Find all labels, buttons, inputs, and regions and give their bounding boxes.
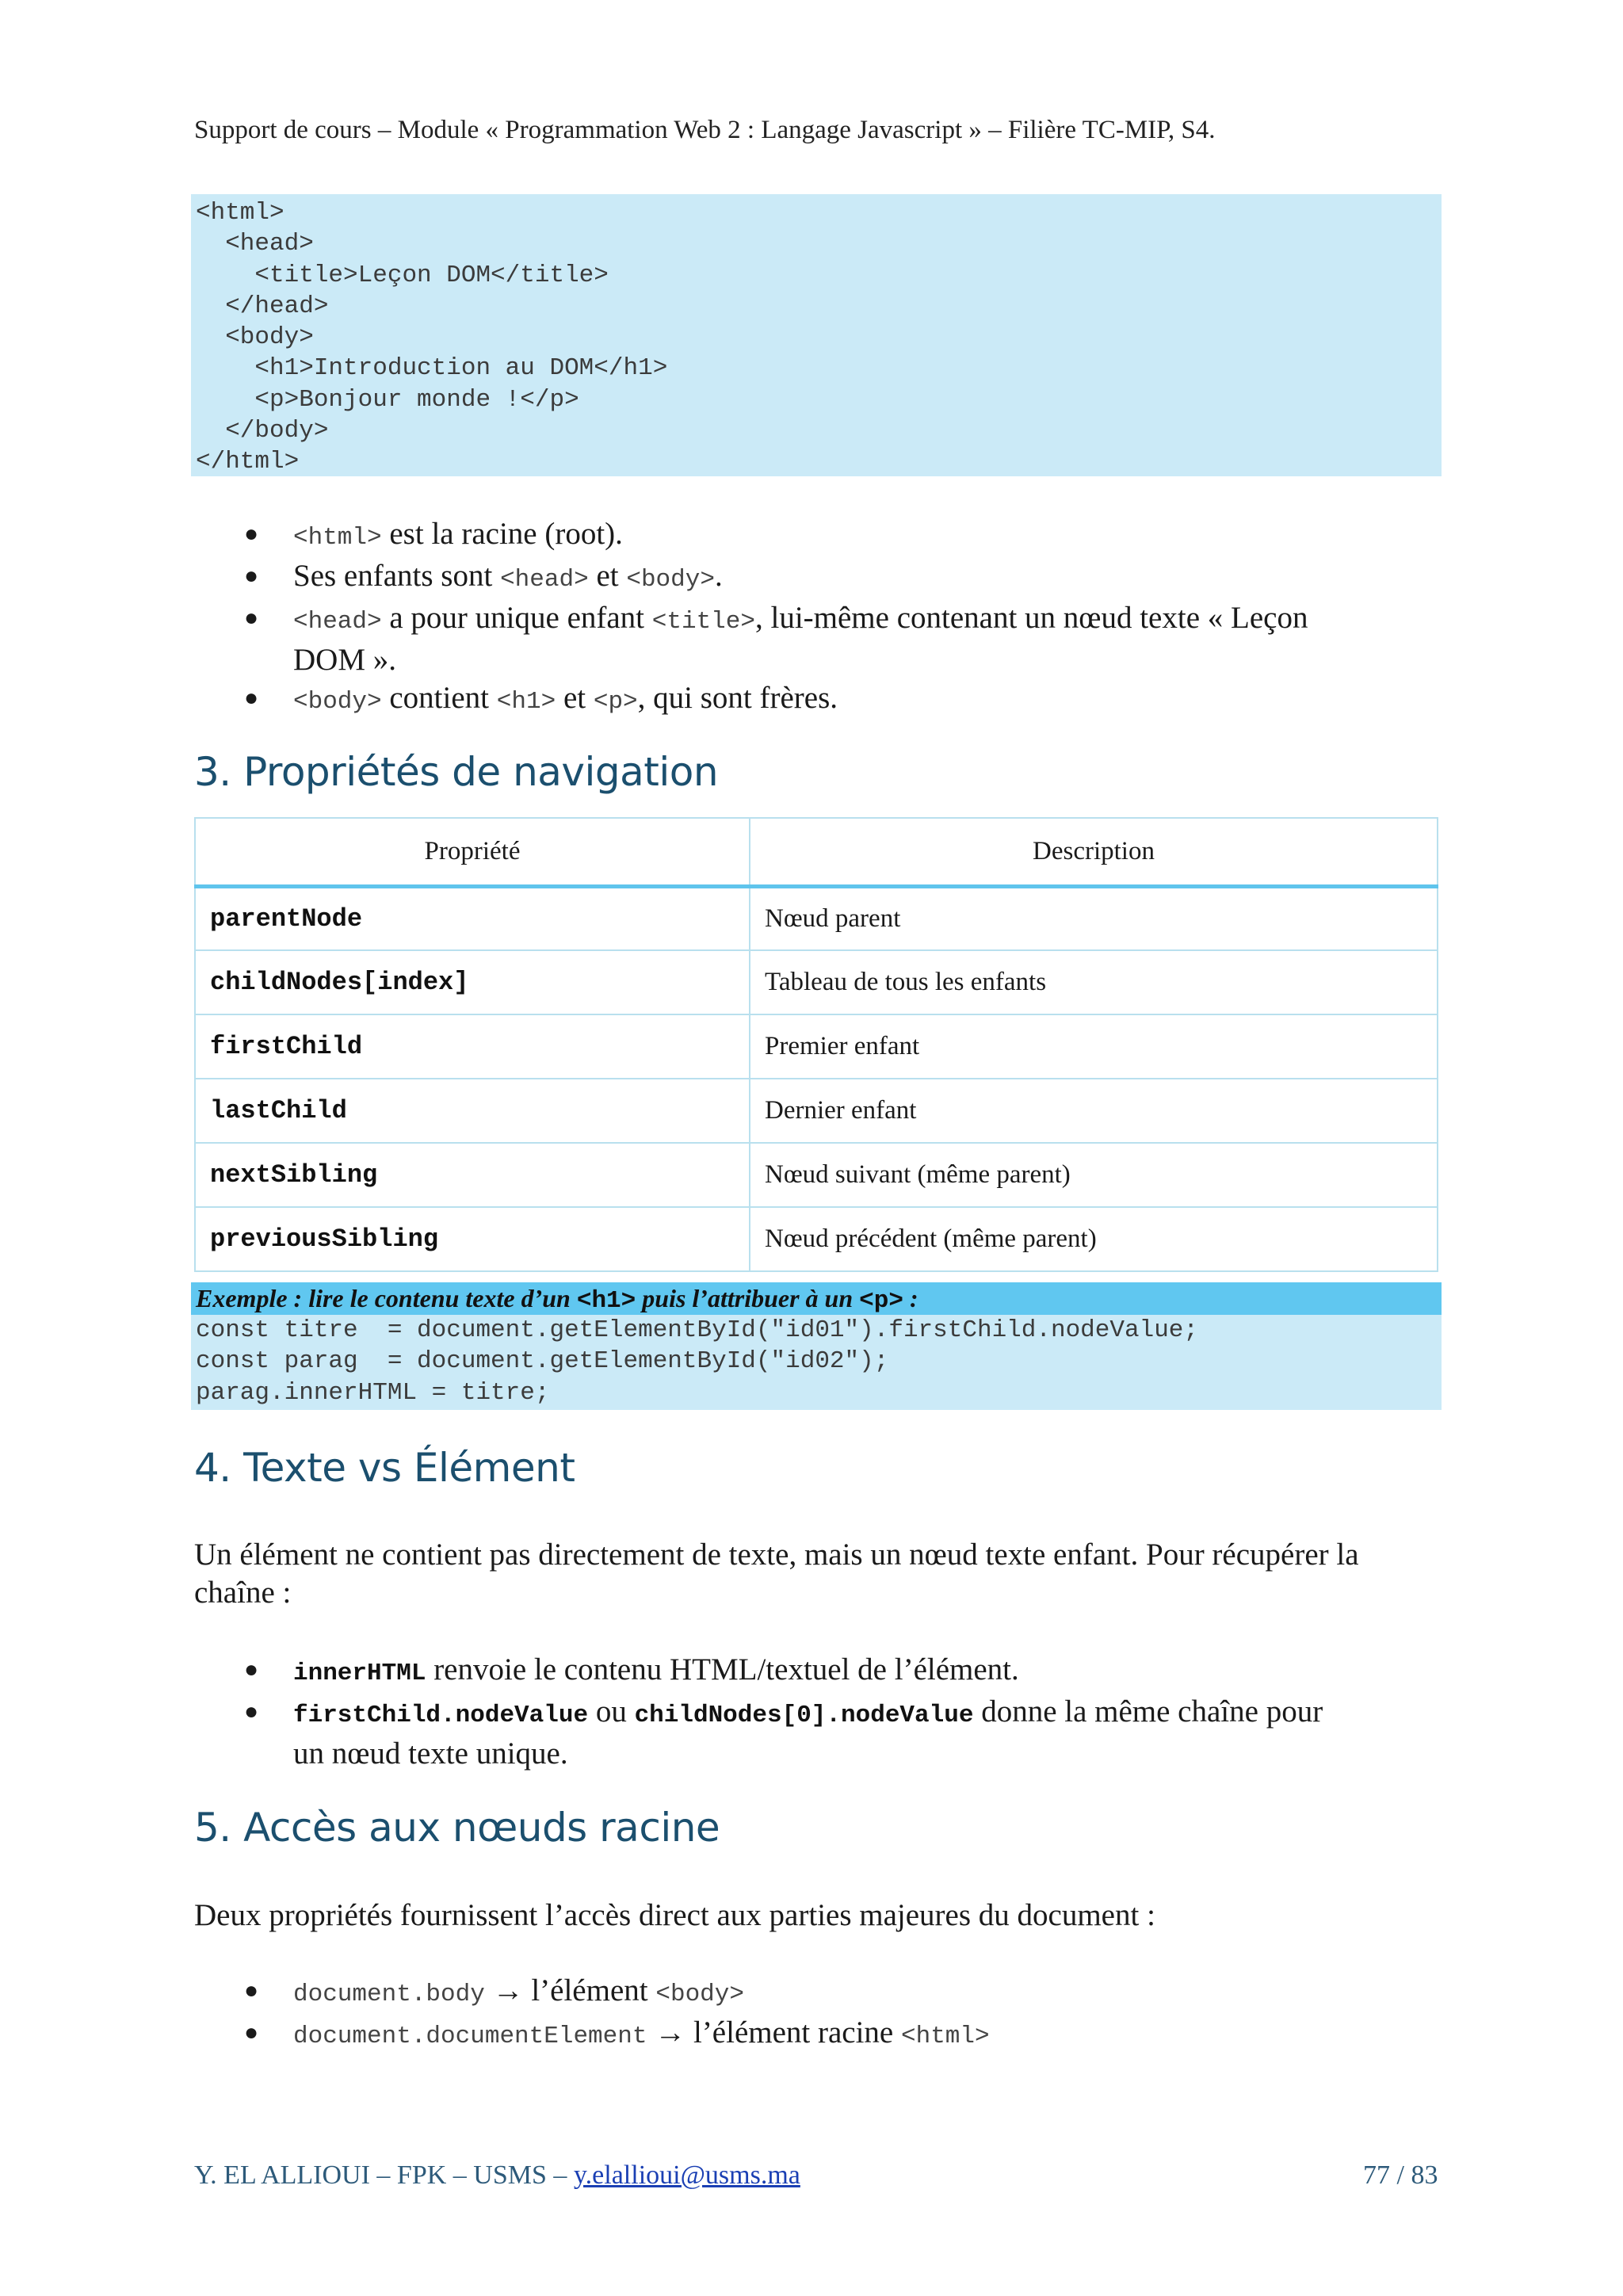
list-item — [238, 557, 1442, 599]
inline-code: <html> — [293, 524, 382, 552]
inline-code: <body> — [655, 1981, 744, 2008]
email-link[interactable]: y.elallioui@usms.ma — [573, 2160, 800, 2190]
list-item-text: donne la même chaîne pour — [973, 1694, 1323, 1729]
code-line: <title>Leçon DOM</title> — [196, 261, 609, 289]
inline-code: <head> — [293, 608, 382, 636]
inline-code: firstChild.nodeValue — [293, 1702, 589, 1729]
property-name: lastChild — [195, 1079, 750, 1143]
list-item-text: un nœud texte unique. — [293, 1736, 568, 1771]
inline-code: childNodes[0].nodeValue — [634, 1702, 974, 1729]
properties-table — [194, 817, 1438, 1272]
footer-author-text: Y. EL ALLIOUI – FPK – USMS – — [194, 2160, 574, 2190]
table-row — [195, 1014, 1438, 1079]
code-line: <head> — [196, 230, 314, 258]
inline-code: document.documentElement — [293, 2023, 647, 2050]
bullet-icon: ● — [244, 685, 259, 711]
inline-code: <body> — [293, 688, 382, 716]
footer-author — [194, 2160, 800, 2191]
code-line: </head> — [196, 292, 329, 320]
list-item-text: contient — [381, 681, 497, 715]
table-row — [195, 886, 1438, 950]
property-description: Nœud parent — [750, 886, 1438, 950]
property-description: Nœud précédent (même parent) — [750, 1207, 1438, 1271]
inline-code: innerHTML — [293, 1660, 426, 1687]
list-item — [238, 2014, 1442, 2056]
inline-code: <p> — [859, 1287, 903, 1315]
section5-paragraph: Deux propriétés fournissent l’accès direct aux parties majeures du document : — [194, 1898, 1155, 1932]
section-title: 3. Propriétés de navigation — [194, 749, 719, 795]
bullet-icon: ● — [244, 605, 259, 631]
section5-bullet-list — [238, 1972, 1442, 2056]
table-row — [195, 1079, 1438, 1143]
inline-code: <head> — [500, 566, 589, 594]
list-item — [238, 1693, 1442, 1773]
list-item-text: a pour unique enfant — [381, 601, 652, 635]
table-header-row — [195, 818, 1438, 886]
table-row — [195, 1207, 1438, 1271]
code-line: </html> — [196, 448, 300, 476]
tree-bullet-list — [238, 515, 1442, 721]
section4-bullet-list — [238, 1651, 1442, 1773]
list-item-text: est la racine (root). — [381, 517, 623, 551]
html-code-block — [191, 194, 1442, 476]
column-header: Propriété — [195, 818, 750, 886]
bullet-icon: ● — [244, 1656, 259, 1683]
list-item — [238, 599, 1442, 679]
bullet-icon: ● — [244, 563, 259, 589]
list-item-text: , qui sont frères. — [637, 681, 838, 715]
example-heading-text: puis l’attribuer à un — [636, 1284, 860, 1312]
code-line: <body> — [196, 323, 314, 352]
list-item-text: renvoie le contenu HTML/textuel de l’élément. — [426, 1652, 1019, 1687]
list-item — [238, 1972, 1442, 2014]
list-item — [238, 1651, 1442, 1693]
code-line: <html> — [196, 199, 285, 227]
list-item-text: Ses enfants sont — [293, 559, 501, 593]
list-item-text: et — [556, 681, 594, 715]
property-name: firstChild — [195, 1014, 750, 1079]
code-line: const parag = document.getElementById("id02"); — [196, 1347, 889, 1376]
property-description: Premier enfant — [750, 1014, 1438, 1079]
property-description: Dernier enfant — [750, 1079, 1438, 1143]
list-item — [238, 679, 1442, 721]
list-item-text: ou — [588, 1694, 635, 1729]
list-item-text: DOM ». — [293, 643, 397, 677]
bullet-icon: ● — [244, 521, 259, 547]
code-line: <h1>Introduction au DOM</h1> — [196, 354, 668, 383]
inline-code: <h1> — [576, 1287, 636, 1315]
inline-code: <h1> — [496, 688, 556, 716]
running-header: Support de cours – Module « Programmation Web 2 : Langage Javascript » – Filière TC-MIP, S4. — [194, 116, 1216, 144]
property-name: parentNode — [195, 886, 750, 950]
property-description: Tableau de tous les enfants — [750, 950, 1438, 1014]
example-heading-text: : — [903, 1284, 918, 1312]
list-item-text: , lui-même contenant un nœud texte « Leçon — [755, 601, 1308, 635]
inline-code: <title> — [651, 608, 755, 636]
example-heading — [191, 1282, 1442, 1315]
list-item-text: → l’élément — [484, 1973, 656, 2008]
property-name: childNodes[index] — [195, 950, 750, 1014]
list-item-text: → l’élément racine — [647, 2015, 901, 2050]
property-description: Nœud suivant (même parent) — [750, 1143, 1438, 1207]
bullet-icon: ● — [244, 2019, 259, 2046]
property-name: previousSibling — [195, 1207, 750, 1271]
inline-code: <body> — [626, 566, 715, 594]
table-row — [195, 1143, 1438, 1207]
example-heading-text: Exemple : lire le contenu texte d’un — [196, 1284, 577, 1312]
column-header: Description — [750, 818, 1438, 886]
table-row — [195, 950, 1438, 1014]
section4-paragraph: Un élément ne contient pas directement de texte, mais un nœud texte enfant. Pour récupérer la chaîne : — [194, 1538, 1359, 1610]
code-line: const titre = document.getElementById("id01").firstChild.nodeValue; — [196, 1316, 1199, 1344]
bullet-icon: ● — [244, 1977, 259, 2004]
bullet-icon: ● — [244, 1698, 259, 1725]
inline-code: document.body — [293, 1981, 485, 2008]
page-number: 77 / 83 — [1363, 2160, 1438, 2190]
list-item-text: et — [588, 559, 627, 593]
section-title: 5. Accès aux nœuds racine — [194, 1805, 720, 1851]
list-item — [238, 515, 1442, 557]
list-item-text: . — [714, 559, 723, 593]
code-line: </body> — [196, 417, 329, 445]
property-name: nextSibling — [195, 1143, 750, 1207]
inline-code: <p> — [593, 688, 638, 716]
code-line: parag.innerHTML = titre; — [196, 1378, 550, 1407]
section-title: 4. Texte vs Élément — [194, 1445, 575, 1491]
inline-code: <html> — [901, 2023, 990, 2050]
code-line: <p>Bonjour monde !</p> — [196, 385, 579, 414]
example-code-block — [191, 1315, 1442, 1410]
